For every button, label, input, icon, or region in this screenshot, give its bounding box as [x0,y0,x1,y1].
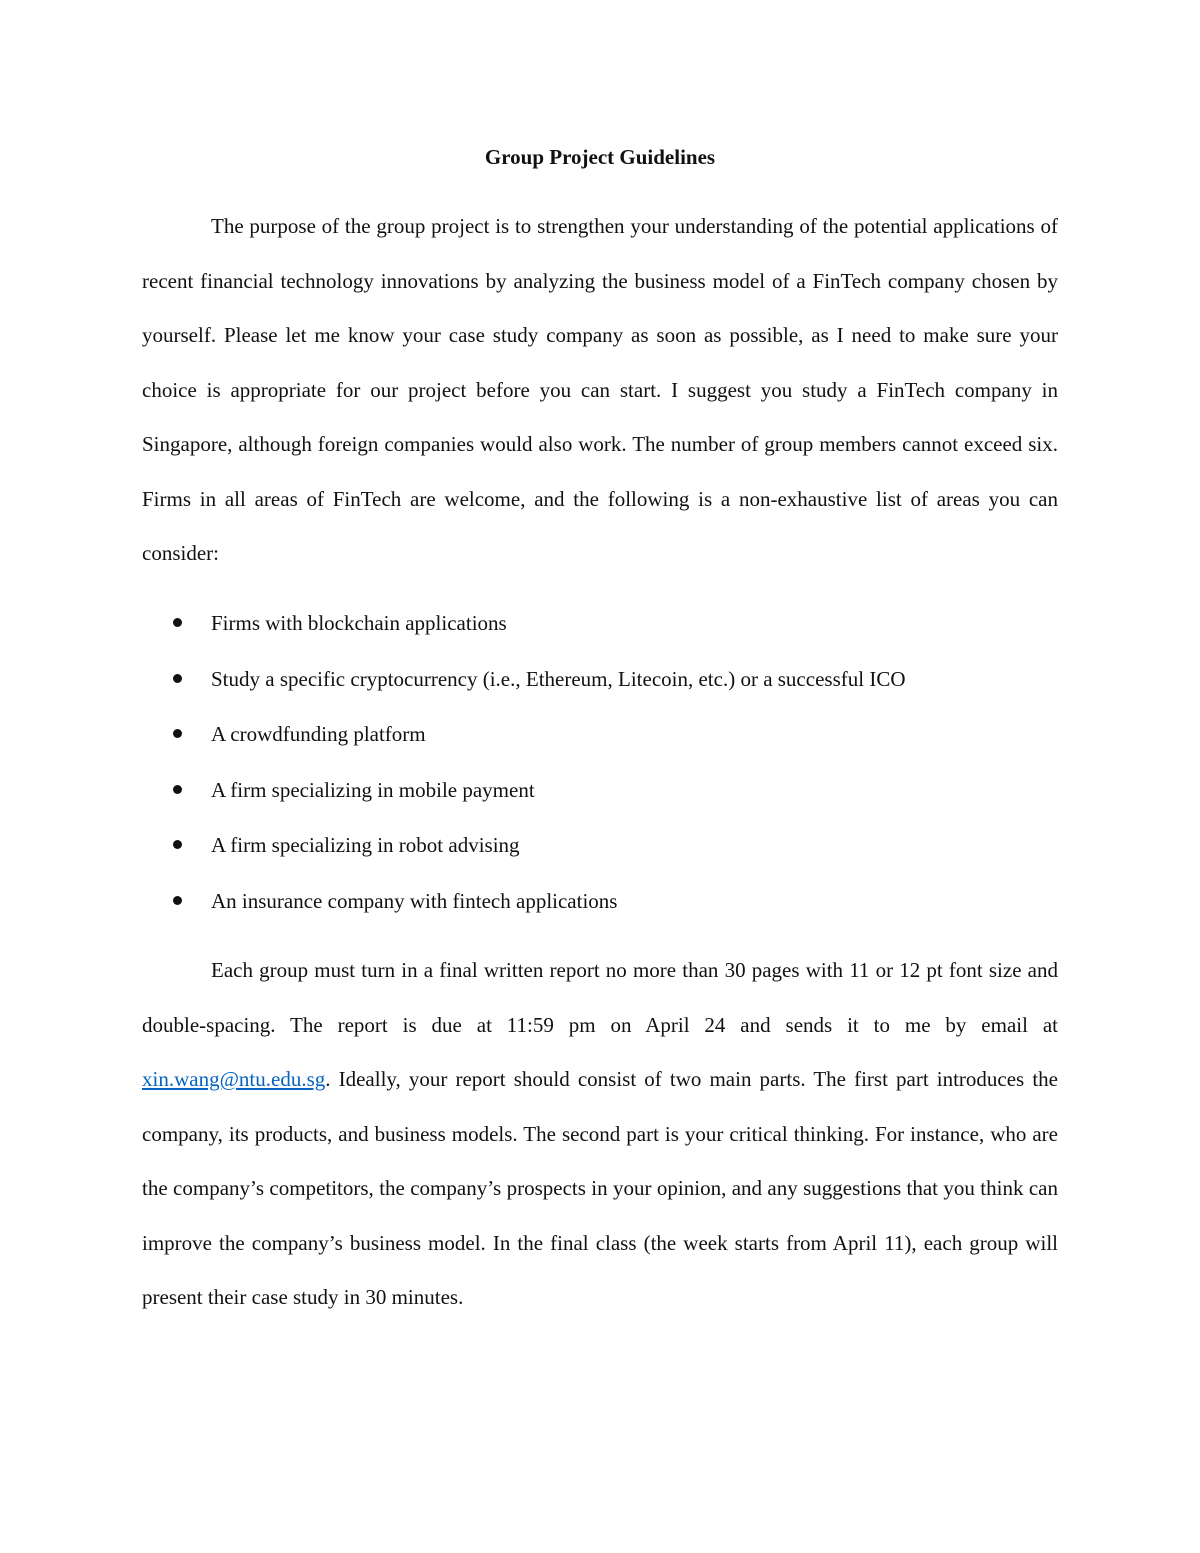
list-item-text: A firm specializing in mobile payment [211,777,535,802]
list-item [142,596,1058,652]
list-item [142,818,1058,874]
document-title: Group Project Guidelines [484,145,716,169]
list-item-text: Firms with blockchain applications [211,611,507,635]
report-text-after-email: . Ideally, your report should consist of two main parts. The first part introduces the company, its products, and business models. The second part is your critical thinking. For instance, who are the company’s competitors, the company’s prospects in your opinion, and any suggestions that you think can improve the company’s business model. In the final class (the week starts from April 11), each group will present their case study in 30 minutes. [142,1067,1058,1309]
list-item [142,763,1058,819]
bullet-icon [173,618,182,627]
list-item-text: A firm specializing in robot advising [211,833,520,858]
bullet-icon [173,896,182,905]
bullet-icon [173,785,182,794]
report-text-before-email: Each group must turn in a final written report no more than 30 pages with 11 or 12 pt font size and double-spacing. The report is due at 11:59 pm on April 24 and sends it to me by email at [142,958,1058,1037]
report-paragraph [142,943,1058,1325]
bullet-icon [173,674,182,683]
intro-paragraph: The purpose of the group project is to strengthen your understanding of the potential applications of recent financial technology innovations by analyzing the business model of a FinTech company chosen by yourself. Please let me know your case study company as soon as possible, as I need to make sure your choice is appropriate for our project before you can start. I suggest you study a FinTech company in Singapore, although foreign companies would also work. The number of group members cannot exceed six. Firms in all areas of FinTech are welcome, and the following is a non-exhaustive list of areas you can consider: [142,214,1058,565]
email-link[interactable]: xin.wang@ntu.edu.sg [142,1067,326,1091]
list-item [142,874,1058,930]
bullet-icon [173,840,182,849]
list-item-text: Study a specific cryptocurrency (i.e., Ethereum, Litecoin, etc.) or a successful ICO [211,666,906,691]
list-item-text: A crowdfunding platform [211,722,426,747]
bullet-icon [173,729,182,738]
list-item-text: An insurance company with fintech applications [211,888,618,913]
area-list [142,596,1058,930]
list-item [142,707,1058,763]
list-item [142,652,1058,708]
